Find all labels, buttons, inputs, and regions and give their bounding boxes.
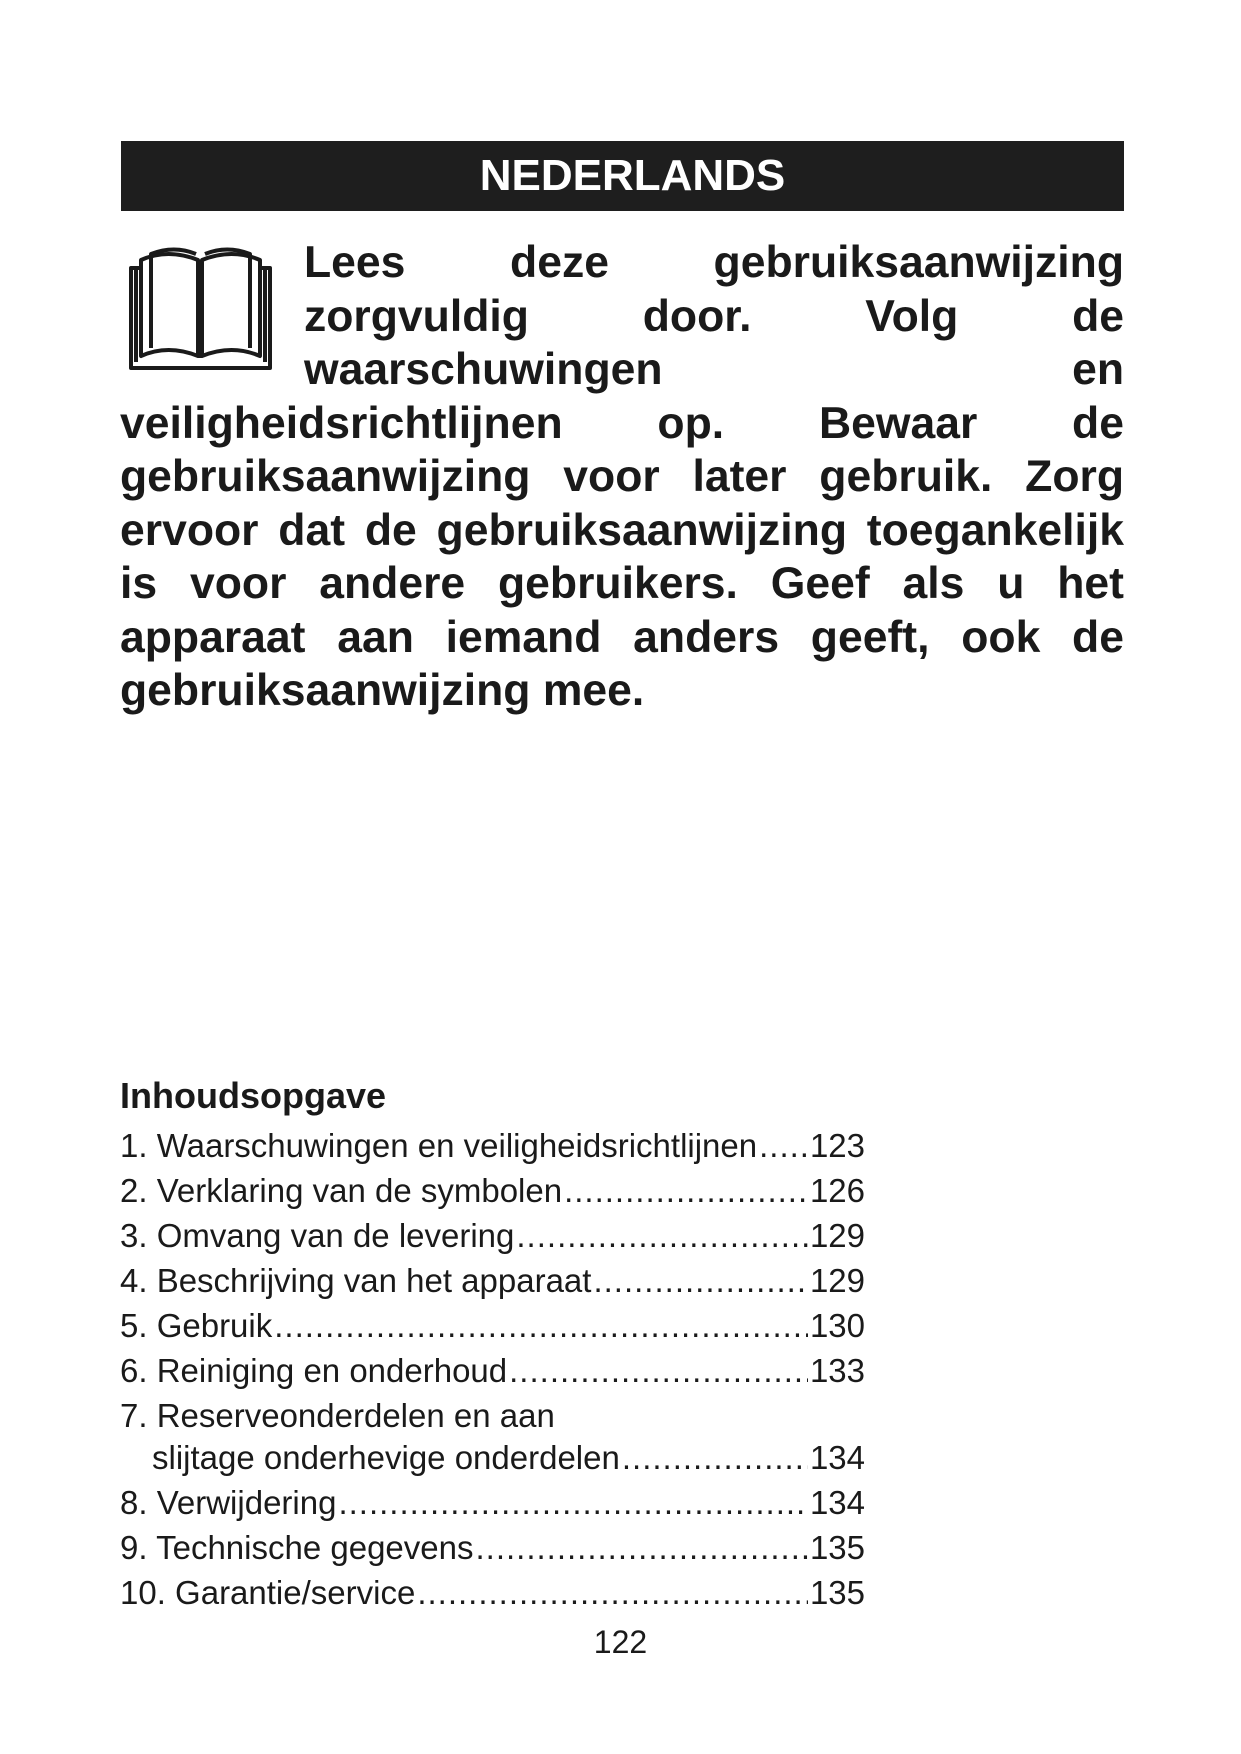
page-number: 122 — [593, 1624, 648, 1660]
toc-leader — [759, 1127, 808, 1165]
toc-page: 126 — [809, 1172, 865, 1209]
toc-label: 7. Reserveonderdelen en aan — [120, 1397, 555, 1434]
toc-label: 5. Gebruik — [120, 1307, 273, 1344]
toc-leader — [417, 1574, 808, 1612]
toc-page: 133 — [809, 1352, 865, 1389]
toc-page: 135 — [809, 1529, 865, 1566]
toc-label: 9. Technische gegevens — [120, 1529, 474, 1566]
toc-item-3[interactable] — [120, 1217, 865, 1262]
language-banner — [121, 141, 1124, 211]
toc-item-6[interactable] — [120, 1352, 865, 1397]
toc-item-9[interactable] — [120, 1529, 865, 1574]
toc-item-7-line-2[interactable] — [120, 1439, 865, 1484]
toc-leader — [475, 1529, 807, 1567]
table-of-contents — [120, 1127, 865, 1619]
toc-label: 10. Garantie/service — [120, 1574, 416, 1611]
toc-item-7-line-1[interactable] — [120, 1397, 865, 1439]
toc-page: 123 — [809, 1127, 865, 1164]
toc-leader — [516, 1217, 808, 1255]
toc-label: 2. Verklaring van de symbolen — [120, 1172, 563, 1209]
toc-leader — [564, 1172, 808, 1210]
toc-heading: Inhoudsopgave — [120, 1075, 387, 1116]
toc-page: 134 — [809, 1439, 865, 1476]
toc-item-10[interactable] — [120, 1574, 865, 1619]
toc-label: 6. Reiniging en onderhoud — [120, 1352, 508, 1389]
toc-item-5[interactable] — [120, 1307, 865, 1352]
icon-space — [120, 236, 304, 396]
toc-item-8[interactable] — [120, 1484, 865, 1529]
language-title: NEDERLANDS — [479, 151, 786, 200]
toc-leader — [622, 1439, 808, 1477]
toc-item-2[interactable] — [120, 1172, 865, 1217]
intro-paragraph — [120, 236, 1124, 718]
toc-page: 134 — [809, 1484, 865, 1521]
toc-page: 135 — [809, 1574, 865, 1611]
toc-label: 3. Omvang van de levering — [120, 1217, 515, 1254]
toc-label: 4. Beschrijving van het apparaat — [120, 1262, 592, 1299]
toc-label: 1. Waarschuwingen en veiligheidsrichtlijnen — [120, 1127, 758, 1164]
toc-leader — [338, 1484, 807, 1522]
toc-page: 130 — [809, 1307, 865, 1344]
toc-item-4[interactable] — [120, 1262, 865, 1307]
toc-leader — [509, 1352, 808, 1390]
toc-page: 129 — [809, 1262, 865, 1299]
toc-item-1[interactable] — [120, 1127, 865, 1172]
toc-leader — [593, 1262, 807, 1300]
toc-label-continued: slijtage onderhevige onderdelen — [152, 1439, 620, 1476]
toc-leader — [274, 1307, 808, 1345]
intro-text: Lees deze gebruiksaanwijzing zorgvuldig door. Volg de waarschuwingen en veiligheidsrichtlijnen op. Bewaar de gebruiksaanwijzing voor later gebruik. Zorg ervoor dat de gebruiksaanwijzing toegankelijk is voor andere gebruikers. Geef als u het apparaat aan iemand anders geeft, ook de gebruiksaanwijzing mee. — [120, 238, 1124, 715]
toc-label: 8. Verwijdering — [120, 1484, 337, 1521]
toc-page: 129 — [809, 1217, 865, 1254]
